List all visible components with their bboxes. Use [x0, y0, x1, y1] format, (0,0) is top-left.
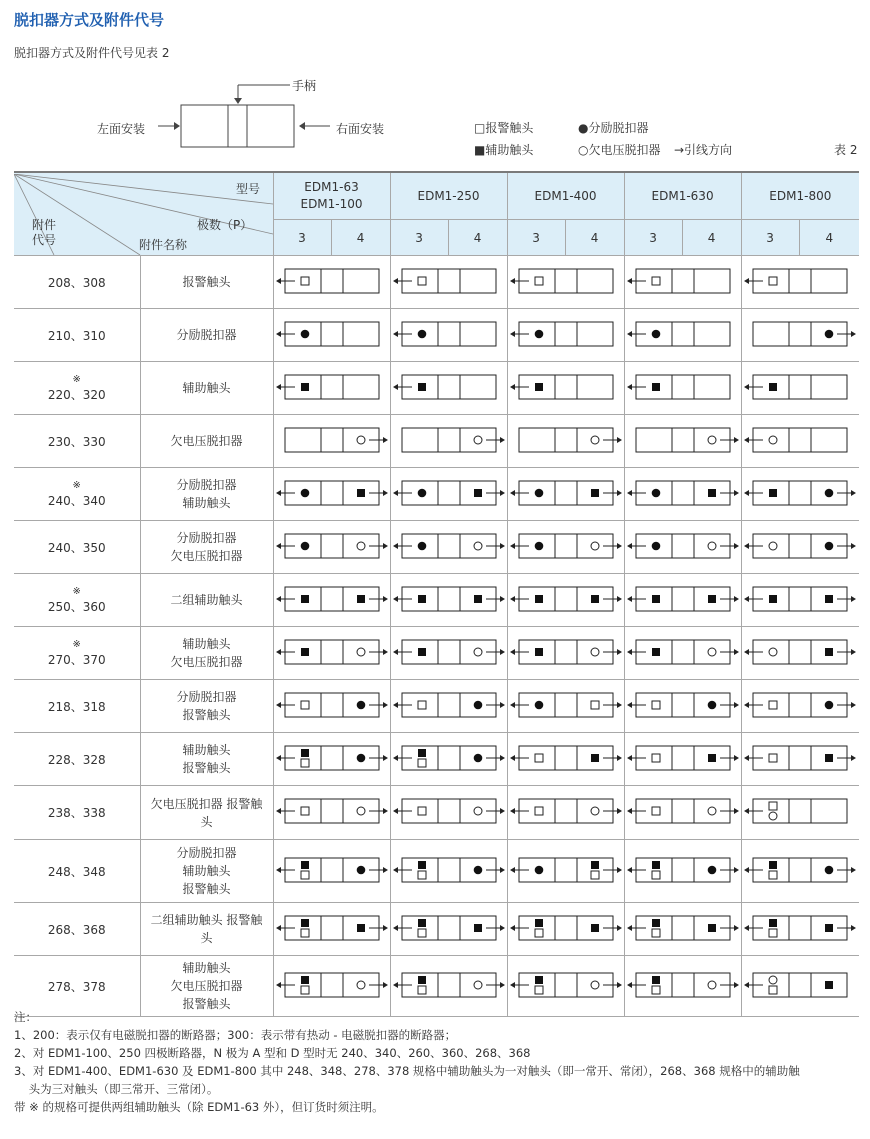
wiring-diagram — [507, 627, 624, 680]
wiring-diagram — [624, 733, 741, 786]
accessory-name: 欠电压脱扣器 — [140, 415, 273, 468]
accessory-code — [14, 680, 140, 733]
wiring-diagram — [624, 574, 741, 627]
legend-alarm: □报警触头 — [474, 121, 534, 135]
table-row — [14, 903, 859, 956]
wiring-diagram — [741, 840, 859, 903]
header-pole-3: 3 — [273, 220, 331, 256]
accessory-name: 分励脱扣器 辅助触头 报警触头 — [140, 840, 273, 903]
wiring-diagram — [741, 468, 859, 521]
right-mount-label: 右面安装 — [336, 122, 385, 136]
wiring-diagram — [741, 309, 859, 362]
wiring-diagram — [624, 627, 741, 680]
accessory-code — [14, 256, 140, 309]
breaker-outline-drawing — [0, 70, 420, 160]
double-aux-mark: ※ — [72, 479, 81, 491]
accessory-code — [14, 903, 140, 956]
table-row — [14, 521, 859, 574]
legend-shunt: ●分励脱扣器 — [578, 121, 649, 135]
wiring-diagram — [624, 309, 741, 362]
wiring-diagram — [273, 574, 390, 627]
header-poles-label: 极数（P） — [197, 217, 253, 232]
header-pole-3: 3 — [507, 220, 565, 256]
accessory-code — [14, 840, 140, 903]
wiring-diagram — [624, 786, 741, 840]
wiring-diagram — [741, 733, 859, 786]
page-title: 脱扣器方式及附件代号 — [14, 11, 165, 29]
accessory-code-value: 210、310 — [47, 328, 106, 343]
page-subtitle: 脱扣器方式及附件代号见表 2 — [14, 46, 170, 60]
accessory-name: 分励脱扣器 辅助触头 — [140, 468, 273, 521]
double-aux-mark: ※ — [72, 373, 81, 385]
wiring-diagram — [390, 256, 507, 309]
wiring-diagram — [741, 574, 859, 627]
wiring-diagram — [507, 362, 624, 415]
accessory-code — [14, 574, 140, 627]
note-line: 1、200：表示仅有电磁脱扣器的断路器；300：表示带有热动 - 电磁脱扣器的断路器； — [14, 1028, 457, 1042]
wiring-diagram — [273, 415, 390, 468]
double-aux-mark: ※ — [72, 638, 81, 650]
accessory-name: 辅助触头 欠电压脱扣器 — [140, 627, 273, 680]
wiring-diagram — [624, 362, 741, 415]
wiring-diagram — [741, 521, 859, 574]
accessory-code-value: 218、318 — [47, 699, 106, 714]
accessory-code — [14, 309, 140, 362]
accessory-code — [14, 521, 140, 574]
wiring-diagram — [741, 627, 859, 680]
table-row — [14, 786, 859, 840]
accessory-code-value: 238、338 — [47, 806, 106, 820]
header-model-3: EDM1-630 — [624, 172, 741, 220]
accessory-name: 报警触头 — [140, 256, 273, 309]
header-pole-4: 4 — [799, 220, 859, 256]
wiring-diagram — [507, 903, 624, 956]
accessory-code-value: 268、368 — [47, 922, 106, 937]
wiring-diagram — [507, 468, 624, 521]
wiring-diagram — [273, 521, 390, 574]
wiring-diagram — [390, 786, 507, 840]
accessory-name: 辅助触头 欠电压脱扣器 报警触头 — [140, 956, 273, 1017]
wiring-diagram — [741, 786, 859, 840]
accessory-code-value: 208、308 — [47, 275, 106, 290]
accessory-name: 分励脱扣器 欠电压脱扣器 — [140, 521, 273, 574]
legend-under: ○欠电压脱扣器 — [578, 143, 661, 157]
header-model-0: EDM1-63 EDM1-100 — [273, 172, 390, 220]
header-pole-3: 3 — [390, 220, 448, 256]
wiring-diagram — [507, 680, 624, 733]
wiring-diagram — [273, 733, 390, 786]
wiring-diagram — [390, 521, 507, 574]
wiring-diagram — [390, 574, 507, 627]
table-row — [14, 627, 859, 680]
wiring-diagram — [273, 309, 390, 362]
table-row — [14, 840, 859, 903]
note-line: 3、对 EDM1-400、EDM1-630 及 EDM1-800 其中 248、348、278、378 规格中辅助触头为一对触头（即一常开、常闭），268、368 规格中的辅助触 — [14, 1064, 800, 1078]
accessory-code-value: 240、340 — [47, 493, 106, 508]
wiring-diagram — [507, 733, 624, 786]
wiring-diagram — [390, 840, 507, 903]
handle-label: 手柄 — [292, 79, 317, 93]
wiring-diagram — [624, 840, 741, 903]
header-name-label: 附件名称 — [139, 237, 188, 252]
table-row — [14, 362, 859, 415]
accessory-name: 二组辅助触头 — [140, 574, 273, 627]
wiring-diagram — [624, 468, 741, 521]
wiring-diagram — [741, 362, 859, 415]
table-row — [14, 256, 859, 309]
accessory-code-value: 230、330 — [47, 434, 106, 449]
table-row — [14, 733, 859, 786]
accessory-code-value: 228、328 — [47, 752, 106, 767]
accessory-name: 辅助触头 报警触头 — [140, 733, 273, 786]
accessory-name: 分励脱扣器 报警触头 — [140, 680, 273, 733]
wiring-diagram — [273, 627, 390, 680]
header-pole-4: 4 — [448, 220, 507, 256]
wiring-diagram — [741, 903, 859, 956]
table-row — [14, 574, 859, 627]
accessory-code-value: 250、360 — [47, 599, 106, 614]
header-pole-4: 4 — [682, 220, 741, 256]
wiring-diagram — [624, 680, 741, 733]
header-code-label: 附件 代号 — [32, 217, 57, 247]
wiring-diagram — [390, 468, 507, 521]
wiring-diagram — [507, 840, 624, 903]
wiring-diagram — [390, 627, 507, 680]
notes — [14, 1008, 800, 1116]
wiring-diagram — [507, 521, 624, 574]
header-model-4: EDM1-800 — [741, 172, 859, 220]
note-line: 注： — [14, 1010, 37, 1024]
table-row — [14, 415, 859, 468]
wiring-diagram — [390, 415, 507, 468]
accessory-code-value: 270、370 — [47, 652, 106, 667]
accessory-code — [14, 362, 140, 415]
accessory-code — [14, 468, 140, 521]
header-pole-4: 4 — [331, 220, 390, 256]
note-line: 头为三对触头（即三常开、三常闭）。 — [14, 1082, 219, 1096]
accessory-name: 欠电压脱扣器 报警触 头 — [140, 786, 273, 840]
legend-aux: ■辅助触头 — [474, 143, 534, 157]
wiring-diagram — [624, 903, 741, 956]
legend-lead: →引线方向 — [674, 143, 733, 157]
wiring-diagram — [273, 256, 390, 309]
header-model-1: EDM1-250 — [390, 172, 507, 220]
accessory-code-value: 278、378 — [47, 979, 106, 994]
header-model-label: 型号 — [236, 181, 261, 196]
wiring-diagram — [390, 903, 507, 956]
note-line: 带 ※ 的规格可提供两组辅助触头（除 EDM1-63 外），但订货时须注明。 — [14, 1100, 384, 1114]
accessory-name: 辅助触头 — [140, 362, 273, 415]
header-model-2: EDM1-400 — [507, 172, 624, 220]
wiring-diagram — [273, 680, 390, 733]
accessory-code-table — [14, 171, 859, 1017]
table-row — [14, 680, 859, 733]
note-line: 2、对 EDM1-100、250 四极断路器，N 极为 A 型和 D 型时无 240、340、260、360、268、368 — [14, 1046, 531, 1060]
wiring-diagram — [273, 362, 390, 415]
accessory-code — [14, 786, 140, 840]
wiring-diagram — [624, 521, 741, 574]
table-number: 表 2 — [834, 143, 858, 157]
accessory-code — [14, 415, 140, 468]
accessory-code — [14, 733, 140, 786]
header-pole-3: 3 — [624, 220, 682, 256]
wiring-diagram — [741, 415, 859, 468]
wiring-diagram — [273, 468, 390, 521]
wiring-diagram — [273, 786, 390, 840]
wiring-diagram — [273, 840, 390, 903]
wiring-diagram — [741, 256, 859, 309]
accessory-name: 二组辅助触头 报警触 头 — [140, 903, 273, 956]
accessory-code — [14, 627, 140, 680]
header-pole-3: 3 — [741, 220, 799, 256]
wiring-diagram — [624, 415, 741, 468]
accessory-name: 分励脱扣器 — [140, 309, 273, 362]
wiring-diagram — [390, 362, 507, 415]
installation-diagram — [0, 70, 870, 160]
table-row — [14, 468, 859, 521]
double-aux-mark: ※ — [72, 585, 81, 597]
wiring-diagram — [507, 415, 624, 468]
wiring-diagram — [390, 309, 507, 362]
wiring-diagram — [507, 256, 624, 309]
accessory-code-value: 240、350 — [47, 540, 106, 555]
accessory-code-value: 248、348 — [47, 864, 106, 879]
wiring-diagram — [390, 733, 507, 786]
wiring-diagram — [507, 309, 624, 362]
header-pole-4: 4 — [565, 220, 624, 256]
table-row — [14, 309, 859, 362]
accessory-code-value: 220、320 — [47, 387, 106, 402]
wiring-diagram — [390, 680, 507, 733]
left-mount-label: 左面安装 — [97, 122, 146, 136]
wiring-diagram — [624, 256, 741, 309]
wiring-diagram — [507, 786, 624, 840]
wiring-diagram — [741, 680, 859, 733]
wiring-diagram — [273, 903, 390, 956]
header-corner — [14, 172, 273, 256]
wiring-diagram — [507, 574, 624, 627]
